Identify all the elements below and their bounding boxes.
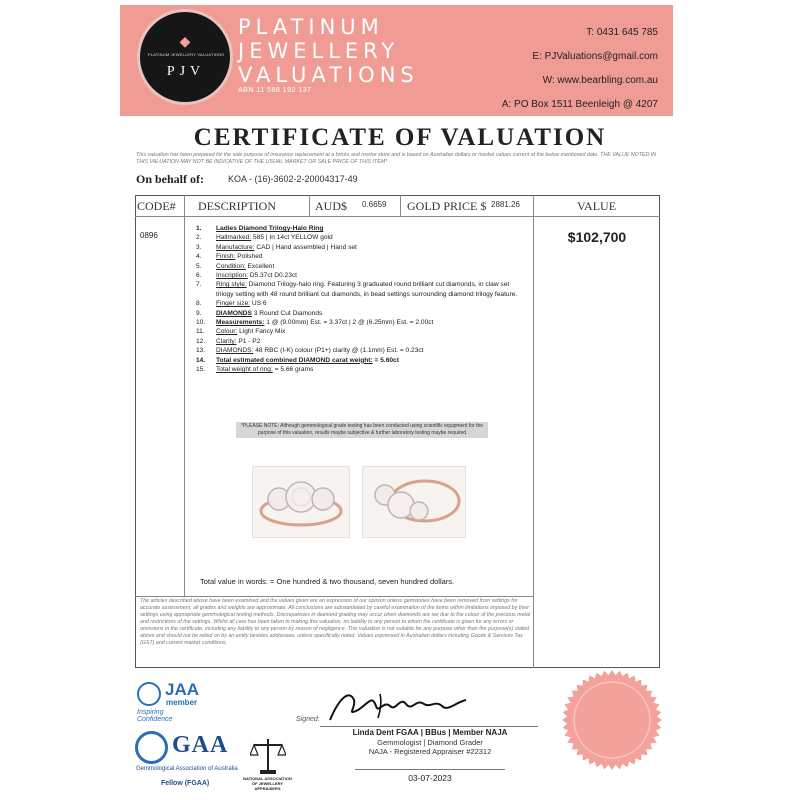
item-text bbox=[216, 318, 433, 327]
gaa-fellow: Fellow (FGAA) bbox=[161, 780, 210, 787]
item-detail: 3 Round Cut Diamonds bbox=[251, 309, 323, 317]
item-text bbox=[216, 365, 313, 374]
list-item bbox=[196, 365, 526, 374]
seal-icon bbox=[560, 668, 664, 772]
item-number: 7. bbox=[196, 281, 202, 289]
item-number: 6. bbox=[196, 272, 202, 280]
footer-divider bbox=[135, 596, 533, 597]
total-in-words: Total value in words: = One hundred & two thousand, seven hundred dollars. bbox=[200, 577, 455, 586]
item-number: 14. bbox=[196, 356, 206, 364]
list-item bbox=[196, 309, 526, 318]
aud-label: AUD$ bbox=[315, 199, 347, 213]
date-line bbox=[355, 769, 505, 770]
item-number: 15. bbox=[196, 366, 206, 374]
list-item bbox=[196, 337, 526, 346]
item-detail: P1 - P2 bbox=[236, 337, 261, 345]
item-number: 3. bbox=[196, 243, 202, 251]
website[interactable]: W: www.bearbling.com.au bbox=[542, 75, 658, 86]
item-label: Finger size: bbox=[216, 300, 251, 308]
value-column-divider bbox=[533, 195, 534, 668]
brand-line-2: JEWELLERY bbox=[238, 39, 400, 63]
item-text bbox=[216, 271, 297, 280]
item-text bbox=[216, 299, 267, 308]
item-text bbox=[216, 356, 399, 365]
item-text bbox=[216, 252, 263, 261]
list-item bbox=[196, 318, 526, 327]
signer-role: Gemmologist | Diamond Grader bbox=[377, 738, 483, 747]
item-detail: 585 | In 14ct YELLOW gold bbox=[251, 234, 333, 242]
jaa-text: JAA bbox=[165, 680, 200, 699]
jaa-member: member bbox=[166, 698, 198, 707]
on-behalf-label: On behalf of: bbox=[136, 172, 205, 186]
aud-value: 0.6659 bbox=[362, 200, 387, 209]
list-item bbox=[196, 262, 526, 271]
item-detail: D5.37ct D0.23ct bbox=[247, 272, 298, 280]
header-banner bbox=[120, 5, 673, 116]
item-label: DIAMONDS bbox=[216, 309, 252, 317]
description-list bbox=[196, 224, 526, 375]
item-number: 11. bbox=[196, 328, 205, 336]
signed-label: Signed: bbox=[296, 716, 320, 723]
brand-line-3: VALUATIONS bbox=[238, 63, 419, 87]
gold-price-value: 2881.26 bbox=[491, 200, 520, 209]
ring-photo-front bbox=[252, 466, 350, 538]
pjv-logo bbox=[137, 9, 233, 105]
list-item bbox=[196, 271, 526, 280]
item-number: 1. bbox=[196, 225, 202, 232]
item-label: Ladies Diamond Trilogy-Halo Ring bbox=[216, 225, 324, 232]
abn: ABN 11 588 192 137 bbox=[238, 87, 312, 94]
jaa-globe-icon bbox=[137, 682, 161, 706]
item-detail: US 6 bbox=[250, 300, 267, 308]
description-header: DESCRIPTION bbox=[198, 199, 277, 213]
list-item bbox=[196, 346, 526, 355]
list-item bbox=[196, 252, 526, 261]
disclaimer: This valuation has been prepared for the sole purpose of insurance replacement at a bricks and mortar store and is based on Australian dollars or market values current at the below mentioned date. THE VALUE NOTED IN THIS VALUATION MAY NOT BE INDICATIVE OF THE USUAL MARKET OR SALE PRICE OF THIS ITEM* bbox=[136, 152, 657, 165]
gaa-text: GAA bbox=[172, 732, 229, 758]
header-divider bbox=[135, 216, 660, 217]
naja-text: NATIONAL ASSOCIATION OF JEWELLERY APPRAISERS bbox=[243, 776, 292, 791]
list-item bbox=[196, 327, 526, 336]
item-detail: = 5.60ct bbox=[372, 356, 399, 364]
list-item bbox=[196, 243, 526, 252]
item-number: 9. bbox=[196, 309, 202, 317]
item-text bbox=[216, 309, 322, 318]
gaa-subtitle: Gemmological Association of Australia bbox=[136, 766, 238, 772]
item-label: Total weight of ring: bbox=[216, 366, 273, 374]
value-header: VALUE bbox=[576, 199, 617, 213]
page-title: CERTIFICATE OF VALUATION bbox=[193, 124, 607, 151]
item-number: 10. bbox=[196, 319, 206, 327]
scales-icon bbox=[250, 737, 286, 775]
item-text bbox=[216, 243, 357, 252]
item-number: 13. bbox=[196, 347, 206, 355]
diamond-icon: ◆ bbox=[179, 33, 191, 49]
testing-note: *PLEASE NOTE: Although gemmological grade testing has been conducted using scientific equipment for the purpose of this valuation, results maybe subjective & further laboratory testing maybe required bbox=[236, 422, 488, 438]
item-detail: Polished bbox=[235, 253, 263, 261]
gaa-diamond-icon bbox=[135, 731, 168, 764]
item-number: 4. bbox=[196, 253, 202, 261]
item-label: Inscription: bbox=[216, 272, 248, 280]
item-label: Ring style: bbox=[216, 281, 247, 289]
item-text bbox=[216, 233, 333, 242]
list-item bbox=[196, 233, 526, 242]
item-label: Clarity: bbox=[216, 337, 237, 345]
item-detail: Diamond Trilogy-halo ring. Featuring 3 graduated round brilliant cut diamonds, in claw set trilogy setting with 48 round brilliant cut diamonds, in bead settings surrounding diamond trilogy feature. bbox=[216, 281, 518, 298]
fine-print: The articles described above have been examined and the values given are an expression of our opinion unless gemstones have been removed from settings for accurate assessment, all grades and weights are approximate. All conclusions are substantiated by careful examination of the items within limitations imposed by their settings using appropriate gemmological testing methods. Discrepancies in diamond grading may occur when diamonds are set due to the colour of the precious metal and restrictions of the settings. Whilst all care has been taken in making this valuation, no liability to any person to whom the certificate is given for any errors or omissions in the certificate, including any liability to any person by reason of negligence. This valuation is not suitable for any purpose other than the purpose(s) stated above and should not be relied on by an entity besides addressee, unless specifically noted. Values expressed in Australian dollars including Goods & Services Tax (GST) and current market conditions. bbox=[140, 598, 531, 646]
item-label: Manufacture: bbox=[216, 243, 255, 251]
item-text bbox=[216, 346, 424, 355]
item-detail: = 5.66 grams bbox=[272, 366, 314, 374]
code-column-divider bbox=[184, 195, 185, 596]
item-text bbox=[216, 337, 260, 346]
item-label: DIAMONDS: bbox=[216, 347, 254, 355]
ring-photo-side bbox=[362, 466, 466, 538]
item-number: 8. bbox=[196, 300, 202, 308]
list-item bbox=[196, 356, 526, 365]
logo-subtext: PLATINUM JEWELLERY VALUATIONS bbox=[147, 52, 225, 57]
email[interactable]: E: PJValuations@gmail.com bbox=[532, 51, 658, 62]
phone: T: 0431 645 785 bbox=[586, 27, 658, 38]
signature bbox=[320, 686, 480, 726]
aud-divider bbox=[400, 195, 401, 216]
signer-name: Linda Dent FGAA | BBus | Member NAJA bbox=[352, 728, 508, 737]
item-code: 0896 bbox=[140, 231, 158, 240]
item-detail: Light Fancy Mix bbox=[237, 328, 286, 336]
jaa-tagline: Inspiring Confidence bbox=[137, 709, 173, 723]
address: A: PO Box 1511 Beenleigh @ 4207 bbox=[501, 99, 658, 110]
gold-price-label: GOLD PRICE $ bbox=[407, 199, 487, 213]
signer-registration: NAJA - Registered Appraiser #22312 bbox=[368, 747, 492, 756]
item-detail: Excellent bbox=[245, 262, 275, 270]
item-label: Measurements: bbox=[216, 319, 265, 327]
item-label: Hallmarked: bbox=[216, 234, 252, 242]
item-label: Finish: bbox=[216, 253, 236, 261]
item-detail: 1 @ (9.00mm) Est. = 3.37ct | 2 @ (6.25mm) Est. = 2.00ct bbox=[264, 319, 434, 327]
item-number: 2. bbox=[196, 234, 202, 242]
logo-text: PJV bbox=[166, 64, 206, 79]
item-text bbox=[216, 327, 285, 336]
item-detail: CAD | Hand assembled | Hand set bbox=[254, 243, 357, 251]
code-header: CODE# bbox=[137, 199, 176, 213]
signature-line bbox=[320, 726, 538, 727]
item-number: 5. bbox=[196, 262, 202, 270]
item-number: 12. bbox=[196, 337, 206, 345]
brand-line-1: PLATINUM bbox=[238, 15, 384, 39]
desc-divider bbox=[309, 195, 310, 216]
list-item bbox=[196, 299, 526, 308]
item-label: Colour: bbox=[216, 328, 238, 336]
list-item bbox=[196, 280, 526, 299]
item-detail: 48 RBC (I-K) colour (P1+) clarity @ (1.1mm) Est. = 0.23ct bbox=[253, 347, 424, 355]
on-behalf-value: KOA - (16)-3602-2-20004317-49 bbox=[228, 174, 358, 184]
certificate-date: 03-07-2023 bbox=[408, 773, 452, 783]
item-value: $102,700 bbox=[567, 229, 627, 245]
list-item bbox=[196, 224, 526, 233]
item-text bbox=[216, 280, 526, 299]
item-label: Condition: bbox=[216, 262, 246, 270]
item-label: Total estimated combined DIAMOND carat weight: bbox=[216, 356, 373, 364]
item-text bbox=[216, 224, 323, 233]
item-text bbox=[216, 262, 274, 271]
